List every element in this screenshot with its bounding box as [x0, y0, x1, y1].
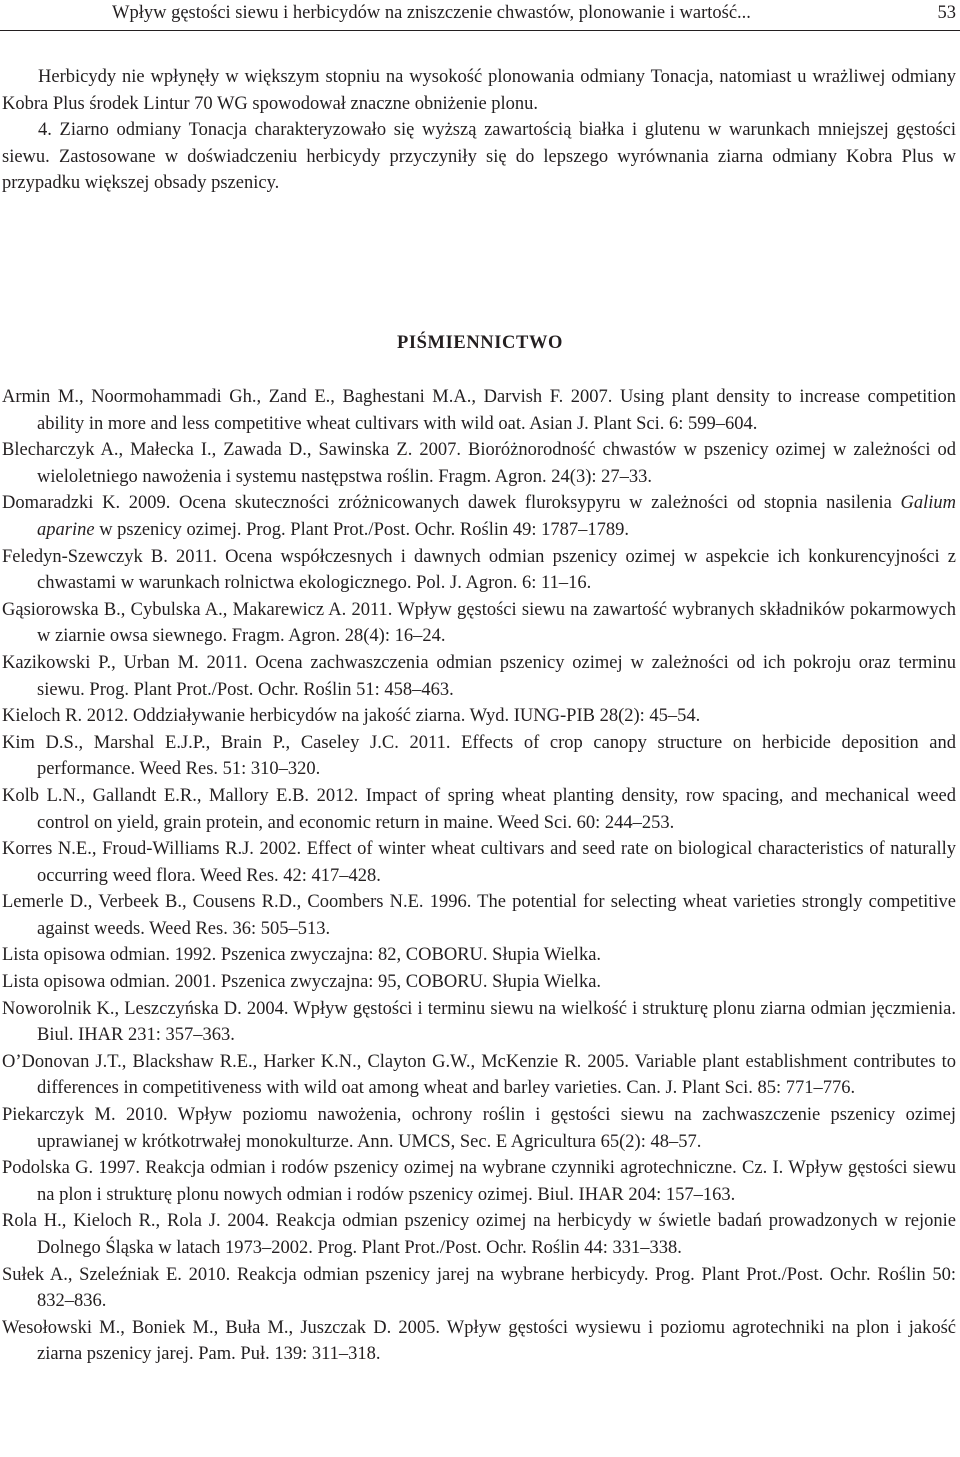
reference-item: Armin M., Noormohammadi Gh., Zand E., Baghestani M.A., Darvish F. 2007. Using plant density to increase competition ability in more and less competitive wheat cultivars with wild oat. Asian J. Plant Sci. 6: 599–604. — [2, 387, 956, 434]
reference-item: Lista opisowa odmian. 1992. Pszenica zwyczajna: 82, COBORU. Słupia Wielka. — [2, 945, 602, 966]
page-number: 53 — [937, 3, 956, 23]
reference-list — [2, 384, 956, 1368]
conclusions-text — [2, 64, 956, 197]
paragraph: Herbicydy nie wpłynęły w większym stopniu na wysokość plonowania odmiany Tonacja, natomiast u wrażliwej odmiany Kobra Plus środek Lintur 70 WG spowodował znaczne obniżenie plonu. — [2, 67, 956, 114]
reference-item: Podolska G. 1997. Reakcja odmian i rodów pszenicy ozimej na wybrane czynniki agrotechniczne. Cz. I. Wpływ gęstości siewu na plon i strukturę plonu nowych odmian i rodów pszenicy ozimej. Biul. IHAR 204: 157–163. — [2, 1158, 956, 1205]
paragraph: 4. Ziarno odmiany Tonacja charakteryzowało się wyższą zawartością białka i glutenu w warunkach mniejszej gęstości siewu. Zastosowane w doświadczeniu herbicydy przyczyniły się do lepszego wyrównania ziarna odmiany Kobra Plus w przypadku większej obsady pszenicy. — [2, 120, 956, 194]
reference-item: Kazikowski P., Urban M. 2011. Ocena zachwaszczenia odmian pszenicy ozimej w zależności od ich pokroju oraz terminu siewu. Prog. Plant Prot./Post. Ochr. Roślin 51: 458–463. — [2, 652, 956, 700]
reference-item — [2, 490, 956, 543]
reference-item: Sułek A., Szeleźniak E. 2010. Reakcja odmian pszenicy jarej na wybrane herbicydy. Prog. Plant Prot./Post. Ochr. Roślin 50: 832–836. — [2, 1264, 956, 1312]
reference-item: Wesołowski M., Boniek M., Buła M., Juszczak D. 2005. Wpływ gęstości wysiewu i poziomu agrotechniki na plon i jakość ziarna pszenicy jarej. Pam. Puł. 139: 311–318. — [2, 1317, 956, 1365]
reference-item: Lista opisowa odmian. 2001. Pszenica zwyczajna: 95, COBORU. Słupia Wielka. — [2, 972, 602, 993]
reference-text: w pszenicy ozimej. Prog. Plant Prot./Post. Ochr. Roślin 49: 1787–1789. — [94, 519, 629, 540]
header-divider — [0, 30, 960, 31]
references-heading: PIŚMIENNICTWO — [396, 333, 564, 353]
reference-text: Domaradzki K. 2009. Ocena skuteczności zróżnicowanych dawek fluroksypyru w zależności od stopnia nasilenia — [2, 493, 901, 514]
reference-item: Blecharczyk A., Małecka I., Zawada D., Sawinska Z. 2007. Bioróżnorodność chwastów w pszenicy ozimej w zależności od wieloletniego nawożenia i systemu następstwa roślin. Fragm. Agron. 24(3): 27–33. — [2, 440, 956, 487]
running-header — [0, 0, 960, 32]
reference-item: Gąsiorowska B., Cybulska A., Makarewicz A. 2011. Wpływ gęstości siewu na zawartość wybranych składników pokarmowych w ziarnie owsa siewnego. Fragm. Agron. 28(4): 16–24. — [2, 599, 956, 647]
reference-item: Noworolnik K., Leszczyńska D. 2004. Wpływ gęstości i terminu siewu na wielkość i strukturę plonu ziarna odmian jęczmienia. Biul. IHAR 231: 357–363. — [2, 998, 956, 1046]
running-title: Wpływ gęstości siewu i herbicydów na zniszczenie chwastów, plonowanie i wartość... — [112, 3, 751, 23]
reference-item: Feledyn-Szewczyk B. 2011. Ocena współczesnych i dawnych odmian pszenicy ozimej w aspekcie ich konkurencyjności z chwastami w warunkach rolnictwa ekologicznego. Pol. J. Agron. 6: 11–16. — [2, 546, 956, 594]
reference-item: Rola H., Kieloch R., Rola J. 2004. Reakcja odmian pszenicy ozimej na herbicydy w świetle badań prowadzonych w rejonie Dolnego Śląska w latach 1973–2002. Prog. Plant Prot./Post. Ochr. Roślin 44: 331–338. — [2, 1211, 956, 1258]
reference-item: Lemerle D., Verbeek B., Cousens R.D., Coombers N.E. 1996. The potential for selecting wheat varieties strongly competitive against weeds. Weed Res. 36: 505–513. — [2, 892, 956, 939]
reference-item: O’Donovan J.T., Blackshaw R.E., Harker K.N., Clayton G.W., McKenzie R. 2005. Variable plant establishment contributes to differences in competitiveness with wild oat among wheat and barley varieties. Can. J. Plant Sci. 85: 771–776. — [2, 1051, 956, 1099]
reference-item: Kolb L.N., Gallandt E.R., Mallory E.B. 2012. Impact of spring wheat planting density, row spacing, and mechanical weed control on yield, grain protein, and economic return in maine. Weed Sci. 60: 244–253. — [2, 785, 956, 833]
species-name: Galium aparine — [37, 493, 956, 540]
reference-item: Piekarczyk M. 2010. Wpływ poziomu nawożenia, ochrony roślin i gęstości siewu na zachwaszczenie pszenicy ozimej uprawianej w krótkotrwałej monokulturze. Ann. UMCS, Sec. E Agricultura 65(2): 48–57. — [2, 1105, 956, 1152]
reference-item: Kim D.S., Marshal E.J.P., Brain P., Caseley J.C. 2011. Effects of crop canopy structure on herbicide deposition and performance. Weed Res. 51: 310–320. — [2, 732, 956, 780]
reference-item: Kieloch R. 2012. Oddziaływanie herbicydów na jakość ziarna. Wyd. IUNG-PIB 28(2): 45–54. — [2, 706, 701, 727]
reference-item: Korres N.E., Froud-Williams R.J. 2002. Effect of winter wheat cultivars and seed rate on biological characteristics of naturally occurring weed flora. Weed Res. 42: 417–428. — [2, 839, 956, 886]
